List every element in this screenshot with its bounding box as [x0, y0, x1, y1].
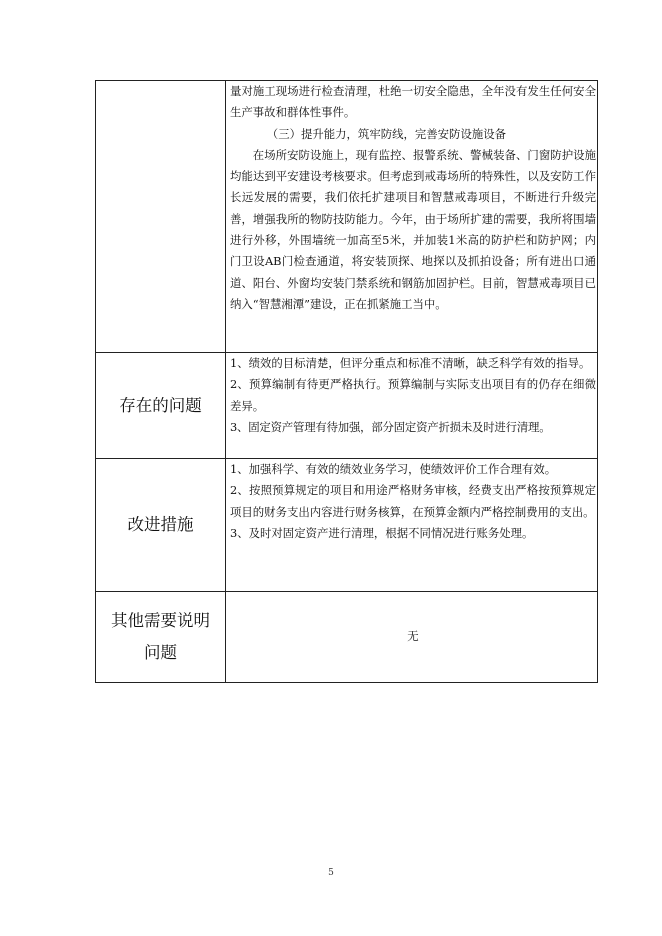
list-item: 1、加强科学、有效的绩效业务学习，使绩效评价工作合理有效。	[230, 462, 557, 476]
row-label-other	[96, 592, 226, 683]
section-heading: （三）提升能力，筑牢防线，完善安防设施设备	[266, 126, 507, 141]
table-row-safety	[96, 81, 598, 353]
list-item: 2、预算编制有待更严格执行。预算编制与实际支出项目有的仍存在细微差异。	[230, 377, 596, 413]
other-value: 无	[226, 592, 598, 683]
row-label-other-line2: 问题	[144, 643, 177, 662]
list-item: 2、按照预算规定的项目和用途严格财务审核，经费支出严格按预算规定项目的财务支出内容进行财务核算，在预算金额内严格控制费用的支出。	[230, 483, 596, 519]
list-item: 3、及时对固定资产进行清理，根据不同情况进行账务处理。	[230, 525, 534, 540]
paragraph: 量对施工现场进行检查清理，杜绝一切安全隐患，全年没有发生任何安全生产事故和群体性事件。	[230, 84, 596, 120]
row-label-measures: 改进措施	[96, 459, 226, 592]
report-table	[95, 80, 598, 683]
list-item: 1、绩效的目标清楚，但评分重点和标准不清晰，缺乏科学有效的指导。	[230, 356, 591, 370]
row-label-empty	[96, 81, 226, 353]
row-label-problems: 存在的问题	[96, 353, 226, 459]
paragraph: 在场所安防设施上，现有监控、报警系统、警械装备、门窗防护设施均能达到平安建设考核要求。但考虑到戒毒场所的特殊性，以及安防工作长远发展的需要，我们依托扩建项目和智慧戒毒项目，不断进行升级完善，增强我所的物防技防能力。今年，由于场所扩建的需要，我所将围墙进行外移，外围墙统一加高至5米，并加装1米高的防护栏和防护网；内门卫设AB门检查通道，将安装顶探、地探以及抓拍设备；所有进出口通道、阳台、外窗均安装门禁系统和钢筋加固护栏。目前，智慧戒毒项目已纳入“智慧湘潭”建设，正在抓紧施工当中。	[230, 147, 596, 311]
table-row-other	[96, 592, 598, 683]
problems-content	[226, 353, 598, 459]
table-row-problems	[96, 353, 598, 459]
measures-content	[226, 459, 598, 592]
list-item: 3、固定资产管理有待加强，部分固定资产折损未及时进行清理。	[230, 419, 551, 434]
page-number: 5	[328, 868, 334, 878]
table-row-measures	[96, 459, 598, 592]
row-label-other-line1: 其他需要说明	[111, 611, 210, 630]
safety-content	[226, 81, 598, 353]
